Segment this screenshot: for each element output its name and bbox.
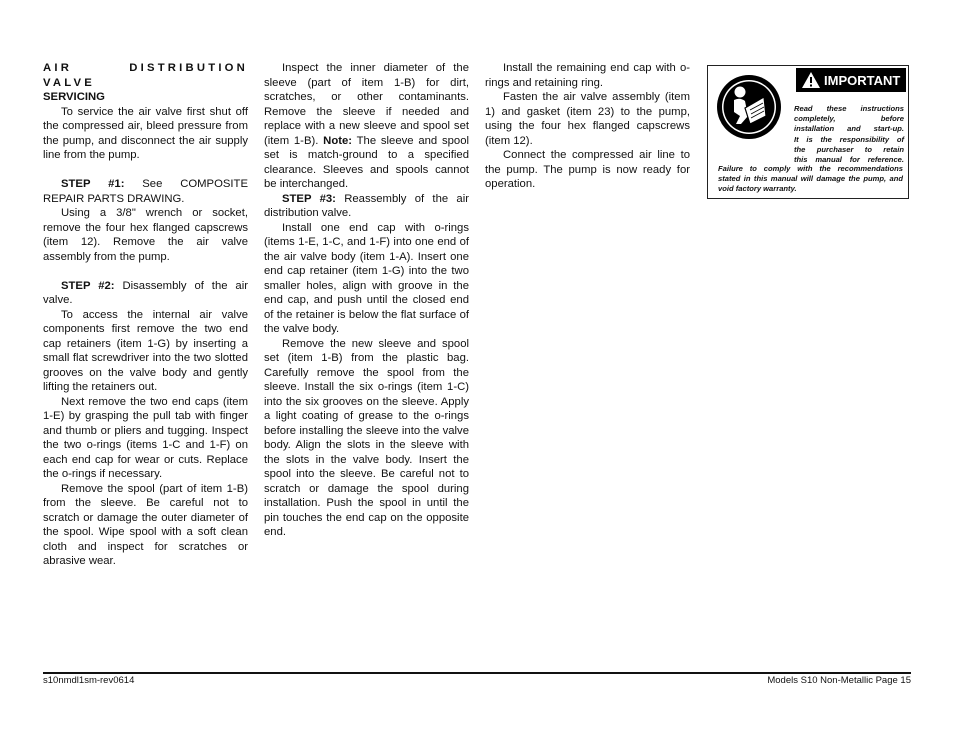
- important-notice: [707, 65, 909, 199]
- column-1: [43, 61, 248, 569]
- column-3: [485, 61, 690, 192]
- step-1-label: STEP #1:: [61, 178, 125, 190]
- text-run: Inspect the inner diameter of the sleeve (part of item 1-B) for dirt, scratches, or other contaminants. Remove the sleeve if needed and replace with a new sleeve and spool set (item 1-B).: [264, 62, 469, 147]
- paragraph: To access the internal air valve components first remove the two end cap retainers (item 1-G) by inserting a small flat screwdriver into the two slotted grooves on the valve body and gently lifting the retainers out.: [43, 308, 248, 393]
- section-heading: AIR DISTRIBUTION VALVE: [43, 62, 248, 89]
- warning-icon: [801, 71, 821, 89]
- paragraph: To service the air valve first shut off the compressed air, bleed pressure from the pump, and disconnect the air supply line from the pump.: [43, 105, 248, 161]
- step-3-text: Reassembly of the air distribution valve.: [264, 192, 469, 219]
- important-header: [796, 68, 906, 92]
- step-2: [43, 279, 248, 308]
- step-2-label: STEP #2:: [61, 279, 115, 292]
- paragraph: Connect the compressed air line to the pump. The pump is now ready for operation.: [485, 149, 690, 190]
- paragraph: Remove the spool (part of item 1-B) from the sleeve. Be careful not to scratch or damage the outer diameter of the spool. Wipe spool with a soft clean cloth and inspect for scratches or abrasive wear.: [43, 482, 248, 567]
- step-3: [264, 192, 469, 221]
- important-title: IMPORTANT: [824, 72, 901, 88]
- instruction-line: Read these instructions: [794, 104, 904, 113]
- step-2-text: Disassembly of the air valve.: [43, 279, 248, 306]
- instruction-line: completely, before: [794, 114, 904, 124]
- paragraph: Remove the new sleeve and spool set (item 1-B) from the plastic bag. Carefully remove the spool from the sleeve. Install the six o-rings (item 1-C) into the six grooves on the sleeve. Apply a light coating of grease to the o-rings before installing the sleeve into the valve body. Align the slots in the sleeve with the slots in the valve body. Insert the spool into the sleeve. Be careful not to scratch or damage the spool during installation. Push the spool in until the pin touches the end cap on the opposite end.: [264, 337, 469, 538]
- document-code: s10nmdl1sm-rev0614: [43, 675, 135, 686]
- instruction-line: installation and start-up.: [794, 124, 904, 134]
- instruction-line: It is the responsibility of: [794, 134, 904, 144]
- paragraph: [264, 61, 469, 192]
- paragraph: Install the remaining end cap with o-rings and retaining ring.: [485, 62, 690, 89]
- instruction-line: the purchaser to retain: [794, 144, 904, 154]
- step-1: [43, 177, 248, 206]
- column-2: [264, 61, 469, 540]
- paragraph: Using a 3/8" wrench or socket, remove the four hex flanged capscrews (item 12). Remove the air valve assembly from the pump.: [43, 207, 248, 263]
- read-manual-icon: [714, 72, 784, 142]
- note-label: Note:: [323, 134, 353, 147]
- paragraph: Install one end cap with o-rings (items 1-E, 1-C, and 1-F) into one end of the air valve body (item 1-A). Insert one end cap retainer (item 1-G) into the two smaller holes, align with groove in the end cap, and push until the closed end of the retainer is below the flat surface of the valve body.: [264, 221, 469, 335]
- section-subheading: SERVICING: [43, 91, 105, 103]
- text-run: The sleeve and spool set is match-ground to a specified clearance. Sleeves and spools cannot be interchanged.: [264, 134, 469, 190]
- paragraph: Fasten the air valve assembly (item 1) and gasket (item 23) to the pump, using the four hex flanged capscrews (item 12).: [485, 91, 690, 147]
- important-instructions: [794, 104, 904, 165]
- footer-divider: [43, 672, 911, 674]
- page-footer-label: Models S10 Non-Metallic Page 15: [767, 675, 911, 686]
- step-1-text: See COMPOSITE REPAIR PARTS DRAWING.: [43, 178, 248, 205]
- step-3-label: STEP #3:: [282, 192, 336, 205]
- warranty-warning: Failure to comply with the recommendations stated in this manual will damage the pump, and void factory warranty.: [718, 164, 903, 194]
- paragraph: Next remove the two end caps (item 1-E) by grasping the pull tab with finger and thumb or pliers and tugging. Inspect the two o-rings (items 1-C and 1-F) on each end cap for wear or cuts. Replace the o-rings if necessary.: [43, 395, 248, 480]
- instruction-line: this manual for reference.: [794, 155, 904, 165]
